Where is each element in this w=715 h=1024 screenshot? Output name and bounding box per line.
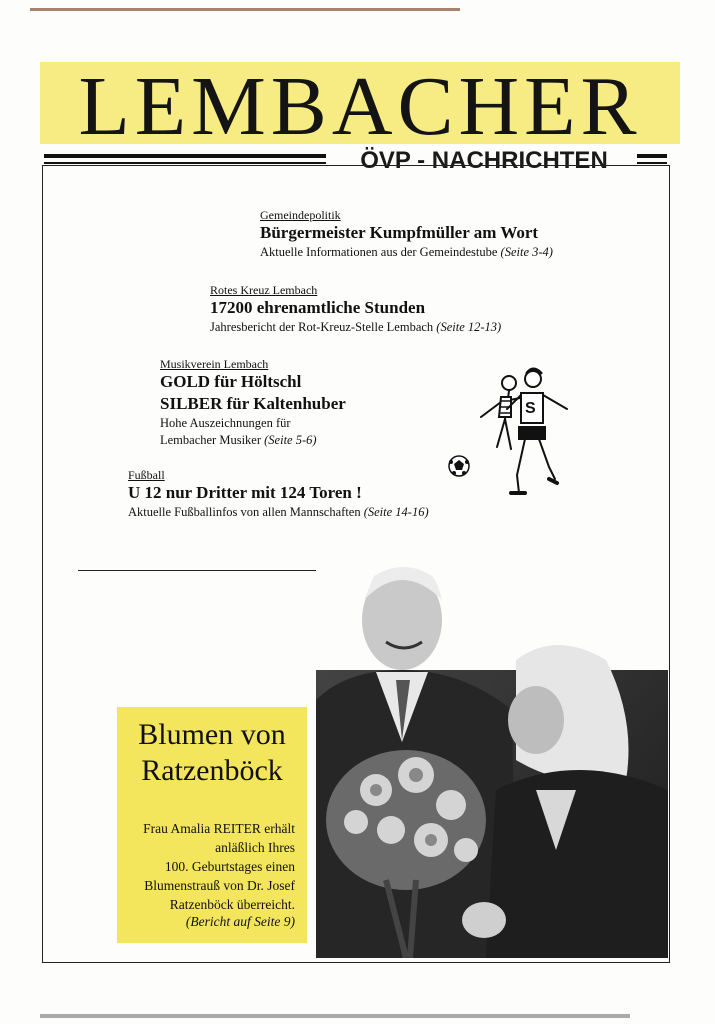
feature-title [117,717,307,789]
story-headline: Bürgermeister Kumpfmüller am Wort [260,223,539,242]
masthead-rule-right-thin [637,162,667,164]
masthead-rule-right [637,154,667,158]
soccer-ball-icon [449,456,469,476]
story-headline: GOLD für Höltschl [160,372,302,391]
story-page-ref: (Seite 14-16) [363,505,429,519]
story-category: Gemeindepolitik [260,208,341,222]
story-category: Fußball [128,468,165,482]
story-headline: 17200 ehrenamtliche Stunden [210,298,426,317]
photo-flower-presentation [316,560,668,958]
feature-body-line: Ratzenböck überreicht. [169,897,295,912]
story-rotes-kreuz [210,283,501,336]
story-gemeindepolitik [260,208,553,261]
feature-body-line: anläßlich Ihres [215,840,295,855]
feature-body-line: 100. Geburtstages einen [164,859,295,874]
feature-body-line: Frau Amalia REITER erhält [143,821,295,836]
feature-body [115,819,295,914]
masthead-subtitle: ÖVP - NACHRICHTEN [360,147,608,174]
feature-title-line2: Ratzenböck [141,754,283,787]
story-headline-2: SILBER für Kaltenhuber [160,394,346,413]
story-headline: U 12 nur Dritter mit 124 Toren ! [128,483,362,502]
masthead-rule-left-thin [44,162,326,164]
story-fussball [128,468,429,521]
soccer-players-illustration [445,367,575,509]
masthead-title: LEMBACHER [78,60,642,153]
story-description: Aktuelle Informationen aus der Gemeindestube (Seite 3-4) [260,245,553,259]
story-category: Rotes Kreuz Lembach [210,283,318,297]
feature-callout [117,707,307,943]
svg-text:S: S [525,400,536,417]
feature-title-line1: Blumen von [138,718,286,751]
story-page-ref: (Seite 12-13) [436,320,502,334]
story-description: Hohe Auszeichnungen für [160,416,291,430]
top-edge-strip [30,8,460,11]
masthead [40,60,680,153]
story-description-2: Lembacher Musiker (Seite 5-6) [160,433,317,447]
feature-page-ref: (Bericht auf Seite 9) [185,914,295,929]
story-description: Aktuelle Fußballinfos von allen Mannschaften (Seite 14-16) [128,505,429,519]
story-category: Musikverein Lembach [160,357,269,371]
masthead-rule-left [44,154,326,158]
story-musikverein [160,357,346,449]
story-page-ref: (Seite 3-4) [500,245,553,259]
feature-body-line: Blumenstrauß von Dr. Josef [144,878,295,893]
bottom-edge-strip [40,1014,630,1018]
story-page-ref: (Seite 5-6) [264,433,317,447]
story-description: Jahresbericht der Rot-Kreuz-Stelle Lembach (Seite 12-13) [210,320,502,334]
